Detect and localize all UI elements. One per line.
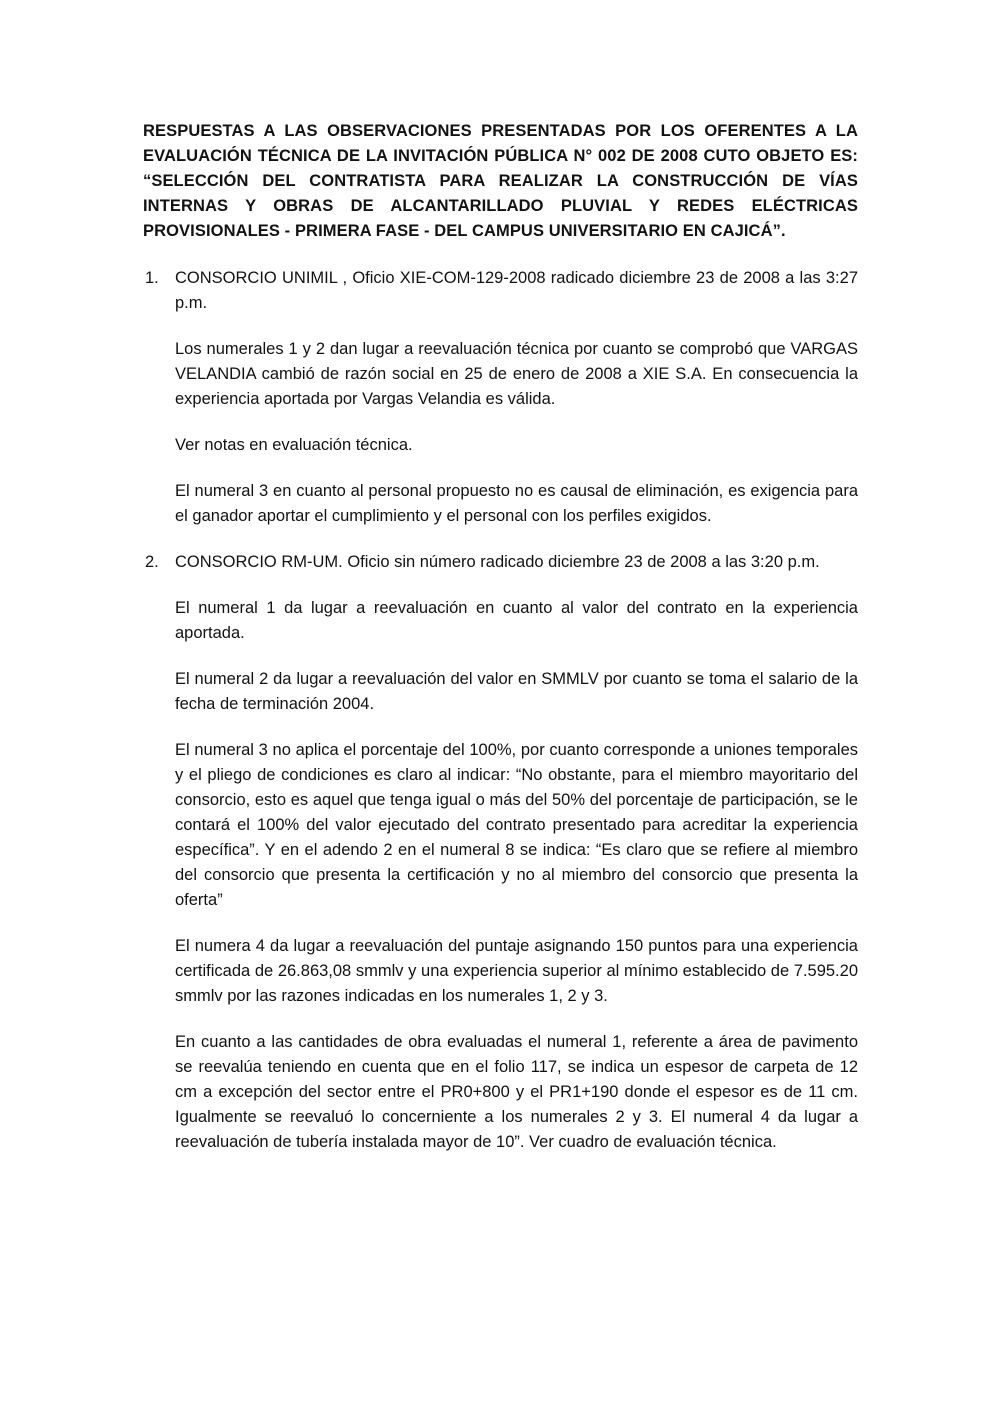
list-item-1-number: 1.	[145, 269, 159, 287]
list-item-2-paragraph: El numeral 3 no aplica el porcentaje del 100%, por cuanto corresponde a uniones temporales y el pliego de condiciones es claro al indicar: “No obstante, para el miembro mayoritario del consorcio, esto es aquel que tenga igual o más del 50% del porcentaje de participación, se le contará el 100% del valor ejecutado del contrato presentado para acreditar la experiencia específica”. Y en el adendo 2 en el numeral 8 se indica: “Es claro que se refiere al miembro del consorcio que presenta la certificación y no al miembro del consorcio que presenta la oferta”	[175, 741, 858, 909]
document-title: RESPUESTAS A LAS OBSERVACIONES PRESENTADAS POR LOS OFERENTES A LA EVALUACIÓN TÉCNICA DE LA INVITACIÓN PÚBLICA N° 002 DE 2008 CUTO OBJETO ES: “SELECCIÓN DEL CONTRATISTA PARA REALIZAR LA CONSTRUCCIÓN DE VÍAS INTERNAS Y OBRAS DE ALCANTARILLADO PLUVIAL Y REDES ELÉCTRICAS PROVISIONALES - PRIMERA FASE - DEL CAMPUS UNIVERSITARIO EN CAJICÁ”.	[143, 122, 858, 240]
list-item-2-paragraph: El numera 4 da lugar a reevaluación del puntaje asignando 150 puntos para una experiencia certificada de 26.863,08 smmlv y una experiencia superior al mínimo establecido de 7.595.20 smmlv por las razones indicadas en los numerales 1, 2 y 3.	[175, 937, 858, 1005]
list-item-2-paragraph: El numeral 1 da lugar a reevaluación en cuanto al valor del contrato en la experiencia aportada.	[175, 599, 858, 642]
list-item-1-body	[175, 266, 858, 529]
list-item-1-paragraph: El numeral 3 en cuanto al personal propuesto no es causal de eliminación, es exigencia para el ganador aportar el cumplimiento y el personal con los perfiles exigidos.	[175, 482, 858, 525]
list-item-1-paragraph: Los numerales 1 y 2 dan lugar a reevaluación técnica por cuanto se comprobó que VARGAS VELANDIA cambió de razón social en 25 de enero de 2008 a XIE S.A. En consecuencia la experiencia aportada por Vargas Velandia es válida.	[175, 340, 858, 408]
list-item-1-heading: CONSORCIO UNIMIL , Oficio XIE-COM-129-2008 radicado diciembre 23 de 2008 a las 3:27 p.m.	[175, 269, 858, 312]
list-item-2-paragraph: El numeral 2 da lugar a reevaluación del valor en SMMLV por cuanto se toma el salario de la fecha de terminación 2004.	[175, 670, 858, 713]
list-item-2-paragraph: En cuanto a las cantidades de obra evaluadas el numeral 1, referente a área de pavimento se reevalúa teniendo en cuenta que en el folio 117, se indica un espesor de carpeta de 12 cm a excepción del sector entre el PR0+800 y el PR1+190 donde el espesor es de 11 cm. Igualmente se reevaluó lo concerniente a los numerales 2 y 3. El numeral 4 da lugar a reevaluación de tubería instalada mayor de 10”. Ver cuadro de evaluación técnica.	[175, 1033, 858, 1151]
list-item-1	[143, 266, 858, 529]
list-item-1-paragraph: Ver notas en evaluación técnica.	[175, 436, 413, 454]
list-item-2-heading: CONSORCIO RM-UM. Oficio sin número radicado diciembre 23 de 2008 a las 3:20 p.m.	[175, 553, 820, 571]
list-item-2-body	[175, 550, 858, 1155]
list-item-2	[143, 550, 858, 1155]
list-item-2-number: 2.	[145, 553, 159, 571]
